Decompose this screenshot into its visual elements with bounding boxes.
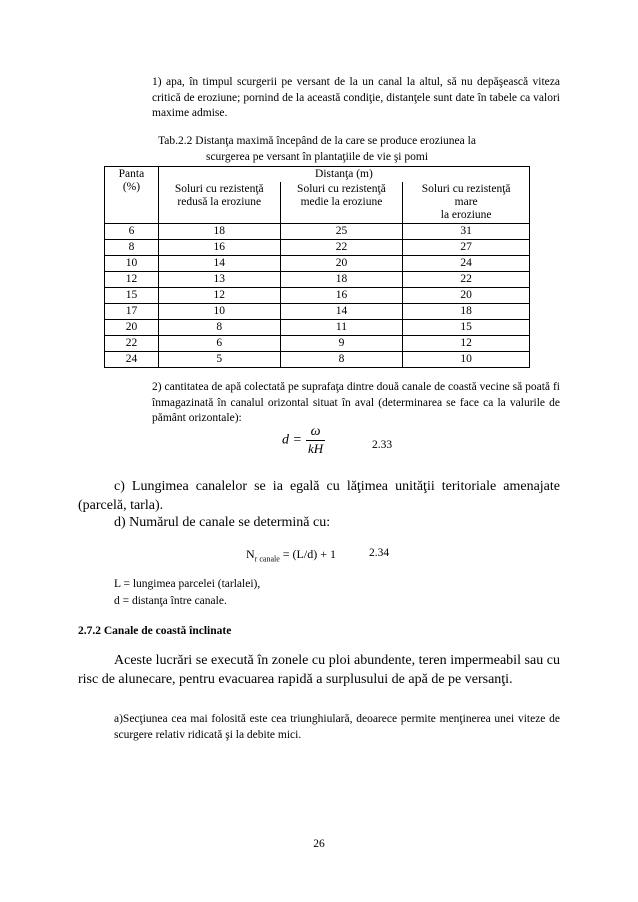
table-row bbox=[105, 240, 530, 256]
header-high-line2: mare bbox=[454, 196, 478, 208]
paragraph-canal-count: d) Numărul de canale se determină cu: bbox=[114, 515, 331, 530]
cell-distance: 27 bbox=[403, 240, 530, 256]
cell-slope: 15 bbox=[105, 288, 159, 304]
header-slope-unit: (%) bbox=[122, 181, 141, 193]
header-high-line3: la eroziune bbox=[440, 209, 492, 221]
cell-slope: 20 bbox=[105, 320, 159, 336]
cell-distance: 10 bbox=[158, 304, 280, 320]
paragraph-water-quantity: 2) cantitatea de apă colectată pe suprafaţa dintre două canale de coastă vecine să poată fi înmagazinată în canalul orizontal situat în aval (determinarea se face ca la valurile de pământ orizontale): bbox=[152, 381, 560, 424]
cell-distance: 9 bbox=[280, 336, 403, 352]
cell-distance: 18 bbox=[280, 272, 403, 288]
cell-slope: 24 bbox=[105, 352, 159, 368]
header-low-resistance: Soluri cu rezistenţă redusă la eroziune bbox=[158, 182, 280, 224]
cell-distance: 8 bbox=[280, 352, 403, 368]
header-high-line1: Soluri cu rezistenţă bbox=[421, 183, 511, 195]
formula-lhs: d = bbox=[282, 432, 302, 448]
distance-table bbox=[104, 166, 530, 368]
table-row bbox=[105, 288, 530, 304]
formula-fraction bbox=[306, 424, 325, 457]
cell-distance: 16 bbox=[158, 240, 280, 256]
formula-numerator: ω bbox=[306, 424, 325, 441]
formula-number-234: 2.34 bbox=[369, 547, 390, 559]
section-heading: 2.7.2 Canale de coastă înclinate bbox=[78, 625, 232, 637]
cell-slope: 12 bbox=[105, 272, 159, 288]
formula2-subscript: r canale bbox=[254, 554, 280, 564]
header-slope bbox=[105, 167, 159, 224]
cell-slope: 22 bbox=[105, 336, 159, 352]
cell-distance: 12 bbox=[403, 336, 530, 352]
cell-distance: 20 bbox=[280, 256, 403, 272]
formula2-n: N bbox=[246, 547, 255, 561]
cell-distance: 25 bbox=[280, 224, 403, 240]
cell-distance: 6 bbox=[158, 336, 280, 352]
cell-distance: 31 bbox=[403, 224, 530, 240]
formula-denominator: kH bbox=[307, 441, 324, 456]
cell-slope: 6 bbox=[105, 224, 159, 240]
definition-d: d = distanţa între canale. bbox=[114, 595, 227, 607]
page-number: 26 bbox=[313, 838, 325, 850]
paragraph-inclined-canals: Aceste lucrări se execută în zonele cu ploi abundente, teren impermeabil sau cu risc de alunecare, pentru evacuarea rapidă a surplusului de apă de pe versanţi. bbox=[78, 653, 560, 687]
table-row bbox=[105, 272, 530, 288]
paragraph-canal-length: c) Lungimea canalelor se ia egală cu lăţimea unităţii teritoriale amenajate (parcelă, tarla). bbox=[78, 479, 560, 513]
table-caption-line2: scurgerea pe versant în plantaţiile de vie şi pomi bbox=[205, 151, 429, 163]
cell-distance: 10 bbox=[403, 352, 530, 368]
cell-distance: 24 bbox=[403, 256, 530, 272]
cell-distance: 20 bbox=[403, 288, 530, 304]
cell-distance: 16 bbox=[280, 288, 403, 304]
table-row bbox=[105, 256, 530, 272]
cell-slope: 17 bbox=[105, 304, 159, 320]
formula-canal-count bbox=[246, 547, 336, 563]
table-row bbox=[105, 336, 530, 352]
cell-distance: 14 bbox=[158, 256, 280, 272]
cell-slope: 8 bbox=[105, 240, 159, 256]
header-medium-resistance: Soluri cu rezistenţă medie la eroziune bbox=[280, 182, 403, 224]
cell-slope: 10 bbox=[105, 256, 159, 272]
cell-distance: 5 bbox=[158, 352, 280, 368]
formula2-rhs: = (L/d) + 1 bbox=[279, 547, 336, 561]
definition-L: L = lungimea parcelei (tarlalei), bbox=[114, 578, 261, 590]
table-row bbox=[105, 320, 530, 336]
table-caption-line1: Tab.2.2 Distanţa maximă începând de la care se produce eroziunea la bbox=[158, 135, 476, 147]
formula-number-233: 2.33 bbox=[372, 439, 393, 451]
cell-distance: 22 bbox=[403, 272, 530, 288]
paragraph-water-velocity: 1) apa, în timpul scurgerii pe versant de la un canal la altul, să nu depăşească viteza critică de eroziune; pornind de la această condiţie, distanţele sunt date în tabele ca valori maxime admise. bbox=[152, 76, 560, 119]
formula-distance bbox=[282, 424, 325, 464]
header-distance: Distanţa (m) bbox=[158, 167, 529, 183]
header-slope-label: Panta bbox=[118, 168, 145, 180]
paragraph-triangular-section: a)Secţiunea cea mai folosită este cea triunghiulară, deoarece permite menţinerea unei viteze de scurgere relativ ridicată şi la debite mici. bbox=[114, 713, 560, 741]
table-row bbox=[105, 224, 530, 240]
cell-distance: 14 bbox=[280, 304, 403, 320]
cell-distance: 22 bbox=[280, 240, 403, 256]
cell-distance: 8 bbox=[158, 320, 280, 336]
cell-distance: 13 bbox=[158, 272, 280, 288]
cell-distance: 15 bbox=[403, 320, 530, 336]
cell-distance: 12 bbox=[158, 288, 280, 304]
cell-distance: 11 bbox=[280, 320, 403, 336]
table-row bbox=[105, 304, 530, 320]
header-high-resistance bbox=[403, 182, 530, 224]
cell-distance: 18 bbox=[403, 304, 530, 320]
table-row bbox=[105, 352, 530, 368]
cell-distance: 18 bbox=[158, 224, 280, 240]
